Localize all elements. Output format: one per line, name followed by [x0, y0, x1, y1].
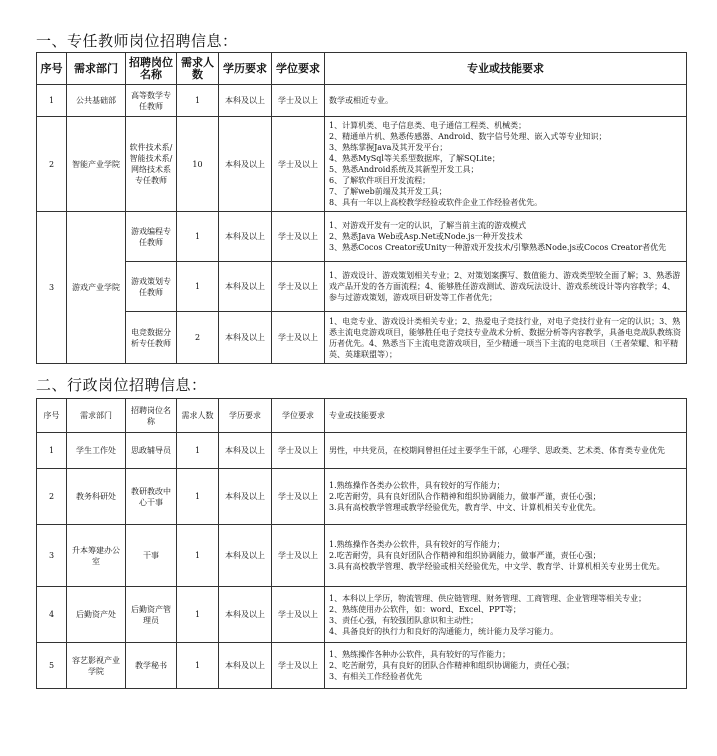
row-post: 教研教改中心干事	[126, 469, 177, 525]
row-post: 教学秘书	[126, 643, 177, 689]
row-post: 干事	[126, 525, 177, 587]
row-degree: 学士及以上	[272, 85, 325, 117]
row-edu: 本科及以上	[219, 117, 272, 212]
table-row	[37, 117, 687, 212]
row-degree: 学士及以上	[272, 587, 325, 643]
row-edu: 本科及以上	[219, 212, 272, 262]
row-req	[325, 525, 687, 587]
section1-title: 一、专任教师岗位招聘信息：	[36, 32, 238, 50]
req-line: 1、对游戏开发有一定的认识，了解当前主流的游戏模式	[329, 221, 527, 230]
header-req: 专业或技能要求	[325, 53, 687, 85]
row-post: 思政辅导员	[126, 433, 177, 469]
row-no: 5	[37, 643, 67, 689]
row-edu: 本科及以上	[219, 262, 272, 312]
row-dept: 公共基础部	[67, 85, 126, 117]
row-count: 1	[177, 262, 219, 312]
req-line: 1、游戏设计、游戏策划相关专业；2、对策划案撰写、数值能力、游戏类型较全面了解；3、熟悉游戏产品开发的各方面流程；4、能够胜任游戏测试、游戏玩法设计、游戏系统设计等内容教学；4、参与过游戏策划，游戏项目研发等工作者优先；	[329, 271, 681, 302]
req-line: 3、责任心强，有较强团队意识和主动性；	[329, 615, 479, 625]
row-count: 1	[177, 85, 219, 117]
row-dept: 教务科研处	[67, 469, 126, 525]
row-edu: 本科及以上	[219, 469, 272, 525]
row-no: 1	[37, 433, 67, 469]
req-line: 3、有相关工作经验者优先	[329, 672, 423, 681]
header-edu: 学历要求	[219, 53, 272, 85]
row-post: 游戏策划专任教师	[126, 262, 177, 312]
row-post: 后勤资产管理员	[126, 587, 177, 643]
row-dept: 后勤资产处	[67, 587, 126, 643]
req-line: 1、计算机类、电子信息类、电子通信工程类、机械类；	[329, 121, 527, 130]
header-post: 招聘岗位名称	[126, 53, 177, 85]
table-row	[37, 587, 687, 643]
header-degree: 学位要求	[272, 53, 325, 85]
row-degree: 学士及以上	[272, 643, 325, 689]
teacher-table	[36, 52, 687, 364]
row-req	[325, 262, 687, 312]
row-no: 3	[37, 212, 67, 364]
req-line: 数学或相近专业。	[329, 96, 393, 105]
row-req	[325, 643, 687, 689]
row-edu: 本科及以上	[219, 643, 272, 689]
req-line: 4、具备良好的执行力和良好的沟通能力，统计能力及学习能力。	[329, 626, 559, 636]
row-req	[325, 117, 687, 212]
header-count: 需求人数	[177, 53, 219, 85]
req-line: 1、电竞专业、游戏设计类相关专业；2、热爱电子竞技行业，对电子竞技行业有一定的认识；3、熟悉主流电竞游戏项目，能够胜任电子竞技专业战术分析、数据分析等内容教学，具备电竞战队教练资历者优先。4、熟悉当下主流电竞游戏项目，至少精通一项当下主流的电竞项目（王者荣耀、和平精英、英雄联盟等）；	[329, 316, 681, 359]
header-degree: 学位要求	[272, 399, 325, 433]
table-row	[37, 85, 687, 117]
row-no: 4	[37, 587, 67, 643]
header-no: 序号	[37, 399, 67, 433]
req-line: 2、精通单片机、熟悉传感器、Android、数字信号处理、嵌入式等专业知识；	[329, 132, 607, 141]
table-row	[37, 312, 687, 364]
row-count: 10	[177, 117, 219, 212]
row-degree: 学士及以上	[272, 433, 325, 469]
req-line: 1、熟练操作各种办公软件，具有较好的写作能力；	[329, 650, 511, 659]
table-header-row	[37, 53, 687, 85]
row-degree: 学士及以上	[272, 212, 325, 262]
req-line: 6、了解软件项目开发流程；	[329, 176, 431, 185]
section2-title: 二、行政岗位招聘信息：	[36, 376, 207, 394]
header-count: 需求人数	[177, 399, 219, 433]
row-degree: 学士及以上	[272, 117, 325, 212]
req-line: 4、熟悉MySql等关系型数据库，了解SQLite；	[329, 154, 500, 163]
req-line: 1、本科以上学历，物流管理、供应链管理、财务管理、工商管理、企业管理等相关专业；	[329, 593, 647, 603]
row-post: 电竞数据分析专任教师	[126, 312, 177, 364]
admin-table	[36, 398, 687, 689]
table-row	[37, 469, 687, 525]
row-edu: 本科及以上	[219, 312, 272, 364]
row-count: 1	[177, 433, 219, 469]
row-edu: 本科及以上	[219, 587, 272, 643]
row-count: 1	[177, 212, 219, 262]
row-no: 3	[37, 525, 67, 587]
req-line: 1.熟练操作各类办公软件，具有较好的写作能力；	[329, 540, 505, 549]
row-dept: 游戏产业学院	[67, 212, 126, 364]
row-count: 1	[177, 643, 219, 689]
row-count: 1	[177, 469, 219, 525]
req-line: 2.吃苦耐劳，具有良好团队合作精神和组织协调能力，做事严谨，责任心强；	[329, 551, 601, 560]
table-row	[37, 525, 687, 587]
row-count: 1	[177, 525, 219, 587]
req-line: 2、吃苦耐劳，具有良好的团队合作精神和组织协调能力，责任心强；	[329, 661, 575, 670]
req-line: 2、熟练使用办公软件，如：word、Excel、PPT等；	[329, 604, 521, 614]
row-edu: 本科及以上	[219, 433, 272, 469]
row-post: 软件技术系/智能技术系/网络技术系专任教师	[126, 117, 177, 212]
header-post: 招聘岗位名称	[126, 399, 177, 433]
row-req	[325, 587, 687, 643]
table-row	[37, 433, 687, 469]
req-line: 1.熟练操作各类办公软件，具有较好的写作能力；	[329, 481, 505, 490]
req-line: 男性，中共党员，在校期间曾担任过主要学生干部，心理学、思政类、艺术类、体育类专业优先	[329, 446, 665, 455]
header-dept: 需求部门	[67, 53, 126, 85]
row-dept: 智能产业学院	[67, 117, 126, 212]
req-line: 2、熟悉Java Web或Asp.Net或Node.js一种开发技术	[329, 232, 523, 241]
row-count: 2	[177, 312, 219, 364]
row-post: 游戏编程专任教师	[126, 212, 177, 262]
req-line: 3.具有高校教学管理或教学经验优先，教育学、中文、计算机相关专业优先。	[329, 503, 601, 512]
req-line: 3.具有高校教学管理、教学经验或相关经验优先，中文学、教育学、计算机相关专业男士优先。	[329, 562, 665, 571]
row-edu: 本科及以上	[219, 525, 272, 587]
table-row	[37, 643, 687, 689]
row-no: 2	[37, 117, 67, 212]
header-no: 序号	[37, 53, 67, 85]
row-no: 1	[37, 85, 67, 117]
row-dept: 容艺影视产业学院	[67, 643, 126, 689]
req-line: 8、具有一年以上高校教学经验或软件企业工作经验者优先。	[329, 198, 543, 207]
req-line: 2.吃苦耐劳，具有良好团队合作精神和组织协调能力，做事严谨，责任心强；	[329, 492, 601, 501]
row-req	[325, 85, 687, 117]
row-degree: 学士及以上	[272, 312, 325, 364]
row-degree: 学士及以上	[272, 469, 325, 525]
req-line: 3、熟练掌握Java及其开发平台；	[329, 143, 448, 152]
req-line: 7、了解web前端及其开发工具；	[329, 187, 447, 196]
row-degree: 学士及以上	[272, 525, 325, 587]
row-post: 高等数学专任教师	[126, 85, 177, 117]
row-edu: 本科及以上	[219, 85, 272, 117]
row-degree: 学士及以上	[272, 262, 325, 312]
table-header-row	[37, 399, 687, 433]
req-line: 3、熟悉Cocos Creator或Unity一种游戏开发技术/引擎熟悉Node.js或Cocos Creator者优先	[329, 243, 667, 252]
table-row	[37, 212, 687, 262]
row-no: 2	[37, 469, 67, 525]
row-req	[325, 469, 687, 525]
header-dept: 需求部门	[67, 399, 126, 433]
table-row	[37, 262, 687, 312]
req-line: 5、熟悉Android系统及其新型开发工具；	[329, 165, 479, 174]
row-req	[325, 312, 687, 364]
row-req	[325, 433, 687, 469]
row-dept: 升本筹建办公室	[67, 525, 126, 587]
header-edu: 学历要求	[219, 399, 272, 433]
row-dept: 学生工作处	[67, 433, 126, 469]
row-req	[325, 212, 687, 262]
row-count: 1	[177, 587, 219, 643]
header-req: 专业或技能要求	[325, 399, 687, 433]
